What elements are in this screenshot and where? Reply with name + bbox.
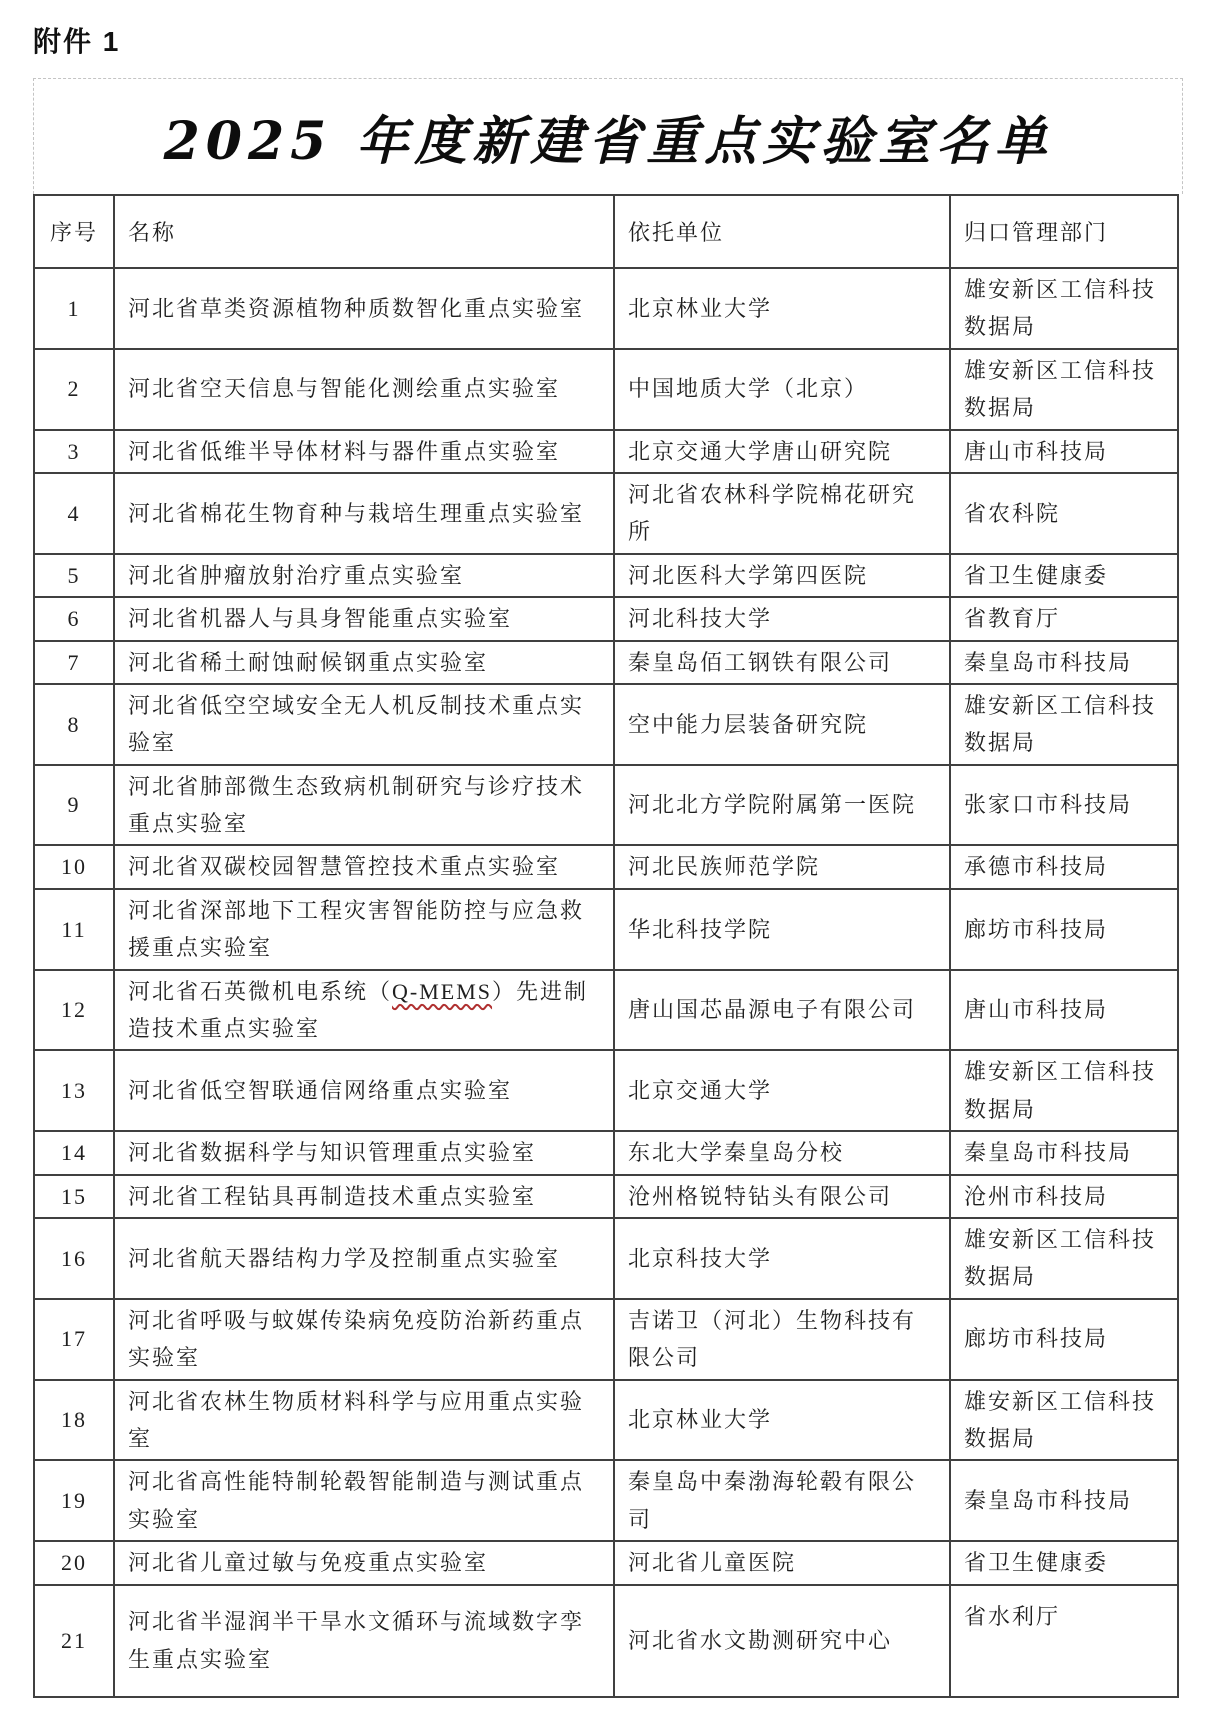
cell-name: 河北省机器人与具身智能重点实验室 [114,597,614,640]
cell-dept: 雄安新区工信科技数据局 [950,1218,1178,1299]
cell-unit: 华北科技学院 [614,889,950,970]
cell-no: 1 [34,268,114,349]
table-row [34,1585,1178,1697]
table-row [34,1541,1178,1584]
cell-name: 河北省低维半导体材料与器件重点实验室 [114,430,614,473]
cell-name: 河北省肿瘤放射治疗重点实验室 [114,554,614,597]
table-row [34,1460,1178,1541]
cell-unit: 中国地质大学（北京） [614,349,950,430]
cell-name: 河北省儿童过敏与免疫重点实验室 [114,1541,614,1584]
cell-dept: 雄安新区工信科技数据局 [950,1380,1178,1461]
cell-no: 3 [34,430,114,473]
cell-unit: 东北大学秦皇岛分校 [614,1131,950,1174]
table-row [34,845,1178,888]
spellcheck-underline: Q-MEMS [392,978,493,1004]
cell-dept: 秦皇岛市科技局 [950,641,1178,684]
table-row [34,1131,1178,1174]
cell-dept: 雄安新区工信科技数据局 [950,268,1178,349]
cell-name: 河北省低空智联通信网络重点实验室 [114,1050,614,1131]
table-row [34,1380,1178,1461]
header-row [34,195,1178,268]
cell-dept: 张家口市科技局 [950,765,1178,846]
cell-unit: 唐山国芯晶源电子有限公司 [614,970,950,1051]
cell-unit: 北京交通大学唐山研究院 [614,430,950,473]
title-box [33,78,1183,194]
cell-unit: 吉诺卫（河北）生物科技有限公司 [614,1299,950,1380]
page-title: 2025 年度新建省重点实验室名单 [163,111,1053,172]
cell-name: 河北省肺部微生态致病机制研究与诊疗技术重点实验室 [114,765,614,846]
cell-dept: 省水利厅 [950,1585,1178,1697]
cell-dept: 唐山市科技局 [950,430,1178,473]
attachment-label: 附件 1 [33,26,121,57]
cell-dept: 秦皇岛市科技局 [950,1460,1178,1541]
table-row [34,1175,1178,1218]
column-header-dept: 归口管理部门 [950,195,1178,268]
cell-no: 6 [34,597,114,640]
cell-no: 16 [34,1218,114,1299]
table-row [34,1218,1178,1299]
cell-name: 河北省石英微机电系统（Q-MEMS）先进制造技术重点实验室 [114,970,614,1051]
cell-name: 河北省数据科学与知识管理重点实验室 [114,1131,614,1174]
cell-dept: 省农科院 [950,473,1178,554]
table-row [34,430,1178,473]
cell-dept: 廊坊市科技局 [950,889,1178,970]
cell-unit: 河北省水文勘测研究中心 [614,1585,950,1697]
cell-dept: 秦皇岛市科技局 [950,1131,1178,1174]
table-header [34,195,1178,268]
cell-name: 河北省草类资源植物种质数智化重点实验室 [114,268,614,349]
cell-no: 18 [34,1380,114,1461]
table-body [34,268,1178,1697]
cell-unit: 河北省农林科学院棉花研究所 [614,473,950,554]
table-row [34,970,1178,1051]
cell-unit: 北京林业大学 [614,1380,950,1461]
cell-dept: 承德市科技局 [950,845,1178,888]
column-header-unit: 依托单位 [614,195,950,268]
cell-no: 10 [34,845,114,888]
cell-no: 2 [34,349,114,430]
column-header-name: 名称 [114,195,614,268]
table-row [34,684,1178,765]
cell-name: 河北省农林生物质材料科学与应用重点实验室 [114,1380,614,1461]
table-row [34,349,1178,430]
cell-no: 12 [34,970,114,1051]
table-row [34,597,1178,640]
table-row [34,1299,1178,1380]
cell-no: 7 [34,641,114,684]
cell-unit: 北京科技大学 [614,1218,950,1299]
cell-unit: 河北省儿童医院 [614,1541,950,1584]
cell-dept: 雄安新区工信科技数据局 [950,1050,1178,1131]
cell-dept: 省教育厅 [950,597,1178,640]
cell-no: 19 [34,1460,114,1541]
cell-unit: 北京交通大学 [614,1050,950,1131]
cell-dept: 雄安新区工信科技数据局 [950,684,1178,765]
cell-no: 14 [34,1131,114,1174]
cell-no: 13 [34,1050,114,1131]
cell-no: 8 [34,684,114,765]
cell-name: 河北省稀土耐蚀耐候钢重点实验室 [114,641,614,684]
cell-dept: 省卫生健康委 [950,554,1178,597]
cell-unit: 河北医科大学第四医院 [614,554,950,597]
cell-dept: 沧州市科技局 [950,1175,1178,1218]
cell-unit: 河北北方学院附属第一医院 [614,765,950,846]
table-row [34,554,1178,597]
lab-table [33,194,1179,1698]
table-row [34,473,1178,554]
column-header-no: 序号 [34,195,114,268]
cell-dept: 雄安新区工信科技数据局 [950,349,1178,430]
cell-name: 河北省工程钻具再制造技术重点实验室 [114,1175,614,1218]
table-row [34,268,1178,349]
cell-name: 河北省高性能特制轮毂智能制造与测试重点实验室 [114,1460,614,1541]
cell-no: 21 [34,1585,114,1697]
cell-dept: 廊坊市科技局 [950,1299,1178,1380]
cell-unit: 沧州格锐特钻头有限公司 [614,1175,950,1218]
cell-no: 17 [34,1299,114,1380]
cell-no: 4 [34,473,114,554]
cell-name: 河北省深部地下工程灾害智能防控与应急救援重点实验室 [114,889,614,970]
cell-unit: 空中能力层装备研究院 [614,684,950,765]
cell-dept: 唐山市科技局 [950,970,1178,1051]
table-row [34,765,1178,846]
cell-name: 河北省航天器结构力学及控制重点实验室 [114,1218,614,1299]
cell-unit: 秦皇岛佰工钢铁有限公司 [614,641,950,684]
cell-name: 河北省呼吸与蚊媒传染病免疫防治新药重点实验室 [114,1299,614,1380]
cell-name: 河北省低空空域安全无人机反制技术重点实验室 [114,684,614,765]
cell-no: 20 [34,1541,114,1584]
cell-name: 河北省双碳校园智慧管控技术重点实验室 [114,845,614,888]
cell-name: 河北省半湿润半干旱水文循环与流域数字孪生重点实验室 [114,1585,614,1697]
cell-unit: 河北民族师范学院 [614,845,950,888]
cell-no: 5 [34,554,114,597]
table-row [34,641,1178,684]
cell-name: 河北省棉花生物育种与栽培生理重点实验室 [114,473,614,554]
table-row [34,889,1178,970]
table-row [34,1050,1178,1131]
cell-unit: 河北科技大学 [614,597,950,640]
cell-no: 15 [34,1175,114,1218]
cell-unit: 秦皇岛中秦渤海轮毂有限公司 [614,1460,950,1541]
cell-no: 11 [34,889,114,970]
cell-dept: 省卫生健康委 [950,1541,1178,1584]
cell-name: 河北省空天信息与智能化测绘重点实验室 [114,349,614,430]
cell-no: 9 [34,765,114,846]
cell-unit: 北京林业大学 [614,268,950,349]
